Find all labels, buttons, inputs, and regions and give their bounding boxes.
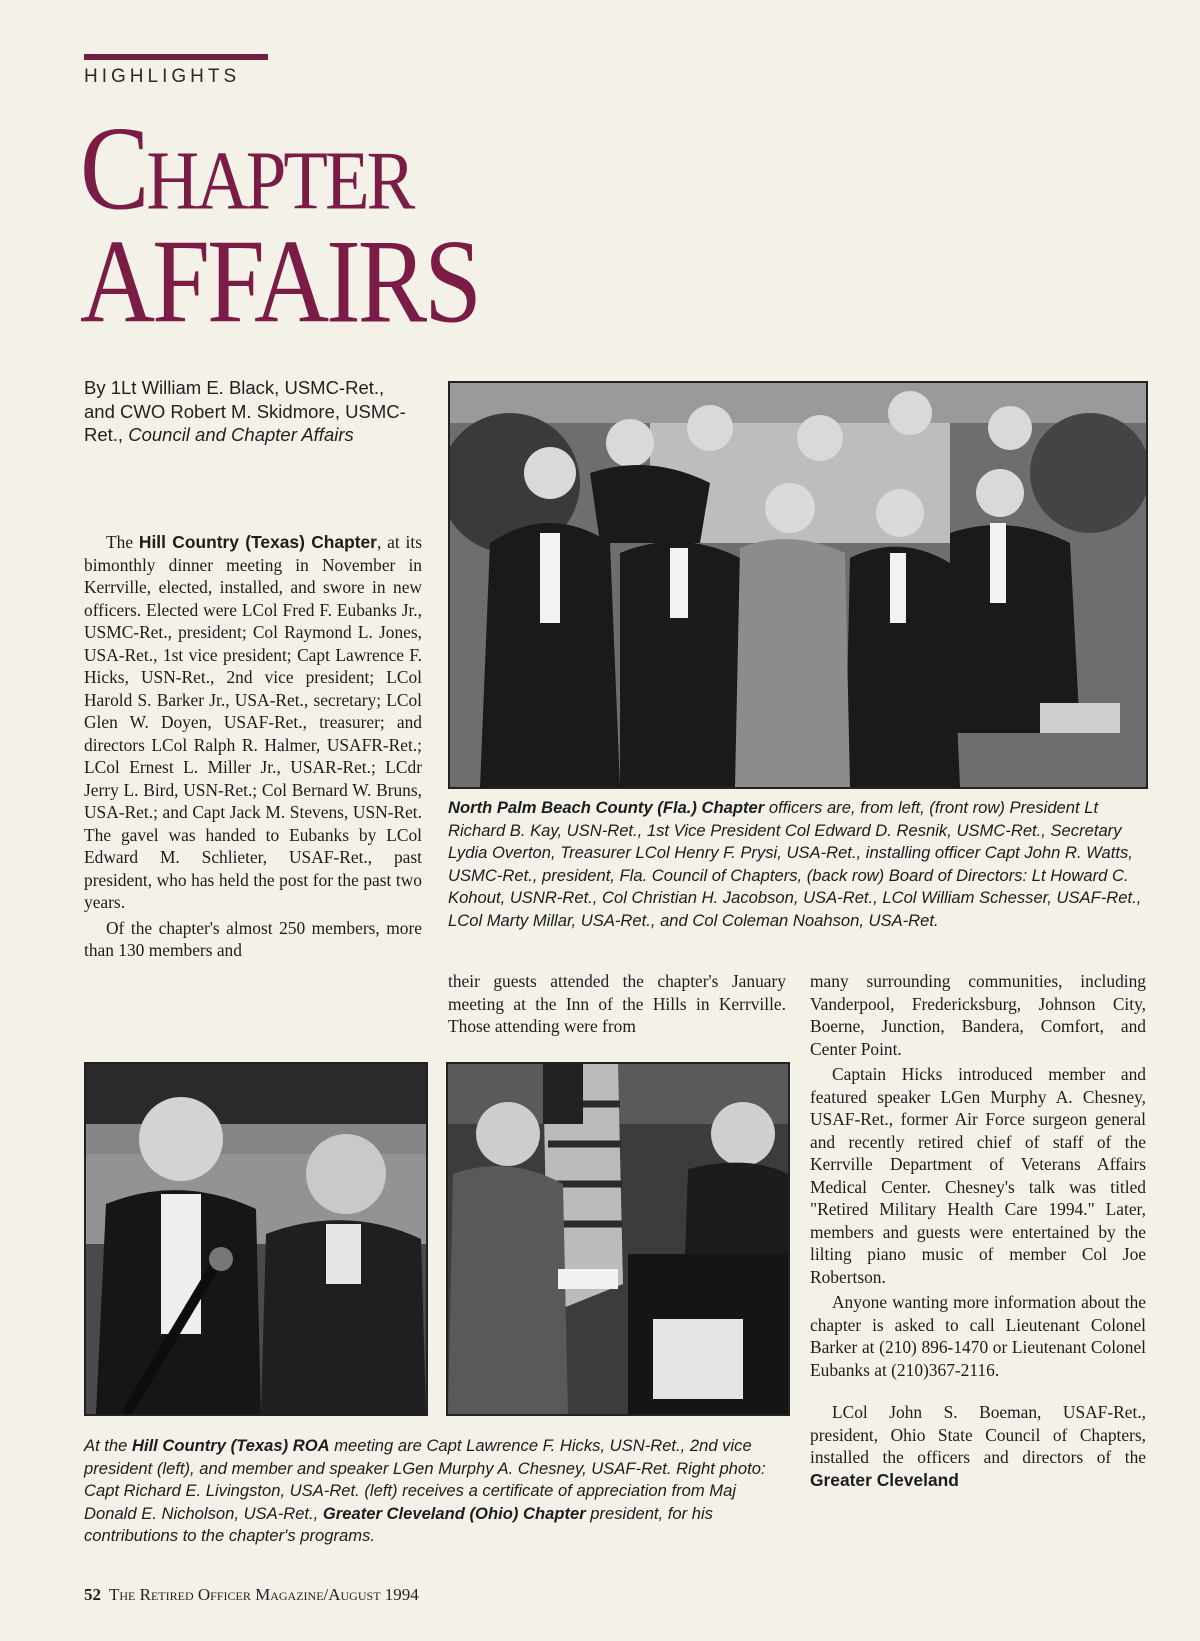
article-column-1 [84, 531, 422, 962]
page-number: 52 [84, 1585, 101, 1604]
article-column-3 [810, 970, 1146, 1491]
title-line-1: Chapter [80, 102, 413, 236]
magazine-title: The Retired Officer Magazine/August 1994 [109, 1585, 419, 1604]
caption-bottom-chapter-1: Hill Country (Texas) ROA [131, 1436, 330, 1455]
title-line-2: AFFAIRS [80, 215, 480, 348]
byline [84, 376, 414, 447]
article-paragraph-2c: many surrounding communities, including Vanderpool, Fredericksburg, Johnson City, Boerne, Junction, Bandera, Comfort, and Center Point. [810, 971, 1146, 1059]
page-footer [84, 1585, 419, 1605]
caption-bottom-a: At the [84, 1436, 132, 1455]
caption-hill-country [84, 1435, 784, 1548]
p5-chapter-name: Greater Cleveland [810, 1469, 959, 1490]
article-paragraph-2a: Of the chapter's almost 250 members, more than 130 members and [84, 917, 422, 960]
caption-bottom-c: president, for his contributions to the chapter's programs. [84, 1503, 713, 1545]
caption-bottom-chapter-2: Greater Cleveland (Ohio) Chapter [322, 1503, 586, 1523]
article-paragraph-1 [84, 531, 422, 914]
caption-top-chapter: North Palm Beach County (Fla.) Chapter [448, 798, 765, 817]
p1-chapter-name: Hill Country (Texas) Chapter [138, 532, 377, 552]
certificate-photo-illustration [448, 1064, 788, 1414]
caption-top-text: officers are, from left, (front row) President Lt Richard B. Kay, USN-Ret., 1st Vice President Col Edward D. Resnik, USMC-Ret., Secretary Lydia Overton, Treasurer LCol Henry F. Prysi, USA-Ret., installing officer Capt John R. Watts, USMC-Ret., president, Fla. Council of Chapters, (back row) Board of Directors: Lt Howard C. Kohout, USNR-Ret., Col Christian H. Jacobson, USA-Ret., LCol William Schesser, USAF-Ret., LCol Marty Millar, USA-Ret., and Col Coleman Noahson, USA-Ret. [448, 798, 1142, 930]
article-paragraph-5 [810, 1401, 1146, 1491]
article-paragraph-2b: their guests attended the chapter's January meeting at the Inn of the Hills in Kerrville. Those attending were from [448, 971, 786, 1036]
photo-cleveland-certificate [446, 1062, 790, 1416]
caption-bottom-b: meeting are Capt Lawrence F. Hicks, USN-Ret., 2nd vice president (left), and member and speaker LGen Murphy A. Chesney, USAF-Ret. Right photo: Capt Richard E. Livingston, USA-Ret. (left) receives a certificate of appreciation from Maj Donald E. Nicholson, USA-Ret., [84, 1436, 766, 1523]
page-title [80, 102, 480, 348]
section-rule [84, 54, 268, 60]
byline-role: Council and Chapter Affairs [128, 424, 354, 445]
p1-rest: , at its bimonthly dinner meeting in November in Kerrville, elected, installed, and swore in new officers. Elected were LCol Fred F. Eubanks Jr., USMC-Ret., president; Col Raymond L. Jones, USA-Ret., 1st vice president; Capt Lawrence F. Hicks, USN-Ret., 2nd vice president; LCol Harold S. Barker Jr., USA-Ret., secretary; LCol Glen W. Doyen, USAF-Ret., treasurer; and directors LCol Ralph R. Halmer, USAFR-Ret.; LCol Ernest L. Miller Jr., USAR-Ret.; LCdr Jerry L. Bird, USN-Ret.; Col Bernard W. Bruns, USA-Ret.; and Capt Jack M. Stevens, USN-Ret. The gavel was handed to Eubanks by LCol Edward M. Schlieter, USAF-Ret., past president, who has held the post for the past two years. [84, 532, 422, 912]
photo-north-palm-beach [448, 381, 1148, 789]
article-paragraph-4: Anyone wanting more information about the chapter is asked to call Lieutenant Colonel Barker at (210) 896-1470 or Lieutenant Colonel Eubanks at (210)367-2116. [810, 1292, 1146, 1380]
two-men-photo-illustration [86, 1064, 426, 1414]
p1-lead: The [106, 532, 134, 552]
caption-north-palm-beach [448, 797, 1148, 932]
article-paragraph-3: Captain Hicks introduced member and featured speaker LGen Murphy A. Chesney, USAF-Ret., former Air Force surgeon general and recently retired chief of staff of the Kerrville Department of Veterans Affairs Medical Center. Chesney's talk was titled "Retired Military Health Care 1994." Later, members and guests were entertained by the lilting piano music of member Col Joe Robertson. [810, 1064, 1146, 1287]
photo-hicks-chesney [84, 1062, 428, 1416]
group-photo-illustration [450, 383, 1146, 787]
byline-authors: By 1Lt William E. Black, USMC-Ret., and CWO Robert M. Skidmore, USMC-Ret., [84, 377, 406, 445]
section-label: HIGHLIGHTS [84, 66, 241, 87]
article-column-2 [448, 970, 786, 1038]
p5-lead: LCol John S. Boeman, USAF-Ret., president, Ohio State Council of Chapters, installed the officers and directors of the [810, 1402, 1146, 1467]
